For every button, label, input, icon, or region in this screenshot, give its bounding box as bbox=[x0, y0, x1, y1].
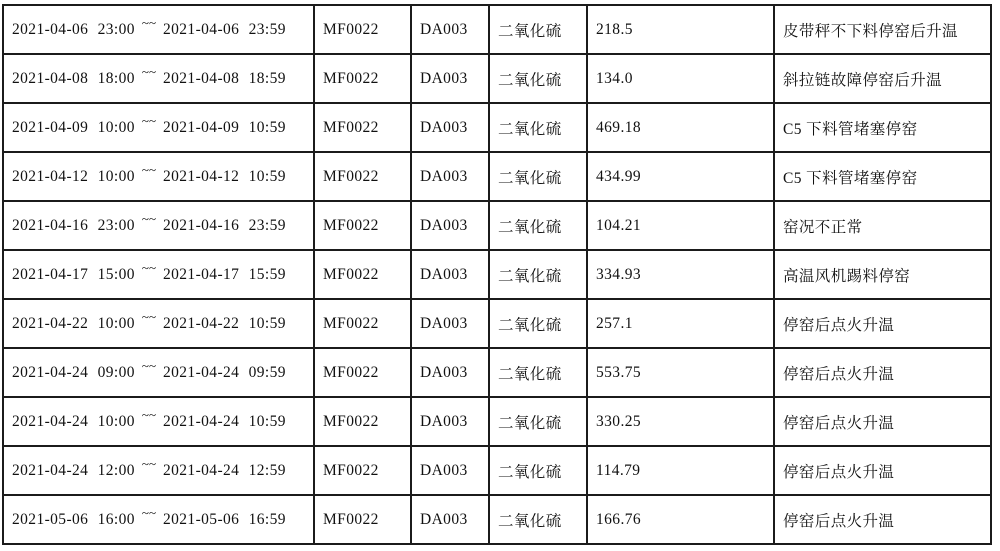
tilde-separator: ~~ bbox=[141, 210, 156, 226]
cell-outlet-code: MF0022 bbox=[314, 446, 411, 495]
cell-concentration-value: 218.5 bbox=[587, 5, 774, 54]
tilde-separator: ~~ bbox=[141, 308, 156, 324]
cell-outlet-code: MF0022 bbox=[314, 348, 411, 397]
cell-device-code: DA003 bbox=[411, 397, 489, 446]
cell-concentration-value: 334.93 bbox=[587, 250, 774, 299]
cell-exceedance-reason: 斜拉链故障停窑后升温 bbox=[774, 54, 991, 103]
cell-concentration-value: 134.0 bbox=[587, 54, 774, 103]
cell-concentration-value: 553.75 bbox=[587, 348, 774, 397]
tilde-separator: ~~ bbox=[141, 455, 156, 471]
cell-exceedance-reason: 停窑后点火升温 bbox=[774, 495, 991, 544]
cell-exceedance-reason: 停窑后点火升温 bbox=[774, 397, 991, 446]
period-start: 2021-04-17 15:00 bbox=[12, 265, 135, 283]
table-row bbox=[3, 495, 991, 544]
cell-time-period bbox=[3, 299, 314, 348]
period-end: 2021-04-24 12:59 bbox=[162, 461, 286, 479]
cell-exceedance-reason: 停窑后点火升温 bbox=[774, 446, 991, 495]
tilde-separator: ~~ bbox=[141, 112, 156, 128]
tilde-separator: ~~ bbox=[141, 259, 156, 275]
cell-outlet-code: MF0022 bbox=[314, 54, 411, 103]
cell-outlet-code: MF0022 bbox=[314, 250, 411, 299]
period-end: 2021-04-09 10:59 bbox=[162, 118, 286, 136]
period-end: 2021-05-06 16:59 bbox=[162, 510, 286, 528]
cell-pollutant-name: 二氧化硫 bbox=[489, 5, 587, 54]
period-start: 2021-04-12 10:00 bbox=[12, 167, 135, 185]
cell-time-period bbox=[3, 397, 314, 446]
cell-outlet-code: MF0022 bbox=[314, 152, 411, 201]
cell-concentration-value: 114.79 bbox=[587, 446, 774, 495]
cell-concentration-value: 434.99 bbox=[587, 152, 774, 201]
cell-time-period bbox=[3, 54, 314, 103]
cell-device-code: DA003 bbox=[411, 152, 489, 201]
table-row bbox=[3, 201, 991, 250]
period-start: 2021-04-09 10:00 bbox=[12, 118, 135, 136]
cell-pollutant-name: 二氧化硫 bbox=[489, 397, 587, 446]
period-end: 2021-04-24 10:59 bbox=[162, 412, 286, 430]
period-end: 2021-04-12 10:59 bbox=[162, 167, 286, 185]
cell-pollutant-name: 二氧化硫 bbox=[489, 152, 587, 201]
cell-device-code: DA003 bbox=[411, 54, 489, 103]
cell-pollutant-name: 二氧化硫 bbox=[489, 348, 587, 397]
cell-time-period bbox=[3, 152, 314, 201]
table-row bbox=[3, 152, 991, 201]
period-start: 2021-04-24 12:00 bbox=[12, 461, 135, 479]
table-row bbox=[3, 446, 991, 495]
table-row bbox=[3, 103, 991, 152]
cell-pollutant-name: 二氧化硫 bbox=[489, 250, 587, 299]
cell-pollutant-name: 二氧化硫 bbox=[489, 299, 587, 348]
period-start: 2021-04-24 09:00 bbox=[12, 363, 135, 381]
period-start: 2021-04-16 23:00 bbox=[12, 216, 135, 234]
cell-device-code: DA003 bbox=[411, 250, 489, 299]
table-row bbox=[3, 54, 991, 103]
cell-pollutant-name: 二氧化硫 bbox=[489, 446, 587, 495]
cell-device-code: DA003 bbox=[411, 495, 489, 544]
tilde-separator: ~~ bbox=[141, 504, 156, 520]
cell-exceedance-reason: 皮带秤不下料停窑后升温 bbox=[774, 5, 991, 54]
cell-time-period bbox=[3, 348, 314, 397]
document-page bbox=[0, 4, 1000, 551]
cell-exceedance-reason: C5 下料管堵塞停窑 bbox=[774, 152, 991, 201]
period-start: 2021-05-06 16:00 bbox=[12, 510, 135, 528]
cell-concentration-value: 257.1 bbox=[587, 299, 774, 348]
cell-exceedance-reason: 高温风机踢料停窑 bbox=[774, 250, 991, 299]
cell-concentration-value: 330.25 bbox=[587, 397, 774, 446]
cell-outlet-code: MF0022 bbox=[314, 103, 411, 152]
table-row bbox=[3, 5, 991, 54]
cell-concentration-value: 104.21 bbox=[587, 201, 774, 250]
cell-exceedance-reason: 窑况不正常 bbox=[774, 201, 991, 250]
tilde-separator: ~~ bbox=[141, 63, 156, 79]
cell-outlet-code: MF0022 bbox=[314, 495, 411, 544]
cell-time-period bbox=[3, 103, 314, 152]
period-start: 2021-04-22 10:00 bbox=[12, 314, 135, 332]
table-body bbox=[3, 5, 991, 544]
period-end: 2021-04-16 23:59 bbox=[162, 216, 286, 234]
period-end: 2021-04-08 18:59 bbox=[162, 69, 286, 87]
cell-exceedance-reason: 停窑后点火升温 bbox=[774, 299, 991, 348]
table-row bbox=[3, 397, 991, 446]
tilde-separator: ~~ bbox=[141, 406, 156, 422]
cell-device-code: DA003 bbox=[411, 348, 489, 397]
cell-device-code: DA003 bbox=[411, 446, 489, 495]
tilde-separator: ~~ bbox=[141, 161, 156, 177]
cell-pollutant-name: 二氧化硫 bbox=[489, 201, 587, 250]
cell-outlet-code: MF0022 bbox=[314, 5, 411, 54]
table-row bbox=[3, 250, 991, 299]
table-row bbox=[3, 299, 991, 348]
cell-device-code: DA003 bbox=[411, 103, 489, 152]
cell-outlet-code: MF0022 bbox=[314, 299, 411, 348]
period-start: 2021-04-06 23:00 bbox=[12, 20, 135, 38]
cell-device-code: DA003 bbox=[411, 5, 489, 54]
period-end: 2021-04-06 23:59 bbox=[162, 20, 286, 38]
cell-exceedance-reason: 停窑后点火升温 bbox=[774, 348, 991, 397]
cell-time-period bbox=[3, 495, 314, 544]
table-row bbox=[3, 348, 991, 397]
period-start: 2021-04-08 18:00 bbox=[12, 69, 135, 87]
cell-concentration-value: 166.76 bbox=[587, 495, 774, 544]
period-start: 2021-04-24 10:00 bbox=[12, 412, 135, 430]
cell-time-period bbox=[3, 201, 314, 250]
period-end: 2021-04-22 10:59 bbox=[162, 314, 286, 332]
cell-pollutant-name: 二氧化硫 bbox=[489, 54, 587, 103]
cell-time-period bbox=[3, 5, 314, 54]
tilde-separator: ~~ bbox=[141, 357, 156, 373]
cell-device-code: DA003 bbox=[411, 201, 489, 250]
cell-outlet-code: MF0022 bbox=[314, 201, 411, 250]
period-end: 2021-04-24 09:59 bbox=[162, 363, 286, 381]
cell-time-period bbox=[3, 250, 314, 299]
cell-concentration-value: 469.18 bbox=[587, 103, 774, 152]
cell-device-code: DA003 bbox=[411, 299, 489, 348]
cell-pollutant-name: 二氧化硫 bbox=[489, 495, 587, 544]
emission-records-table bbox=[2, 4, 992, 545]
period-end: 2021-04-17 15:59 bbox=[162, 265, 286, 283]
cell-outlet-code: MF0022 bbox=[314, 397, 411, 446]
cell-exceedance-reason: C5 下料管堵塞停窑 bbox=[774, 103, 991, 152]
tilde-separator: ~~ bbox=[141, 14, 156, 30]
cell-time-period bbox=[3, 446, 314, 495]
cell-pollutant-name: 二氧化硫 bbox=[489, 103, 587, 152]
